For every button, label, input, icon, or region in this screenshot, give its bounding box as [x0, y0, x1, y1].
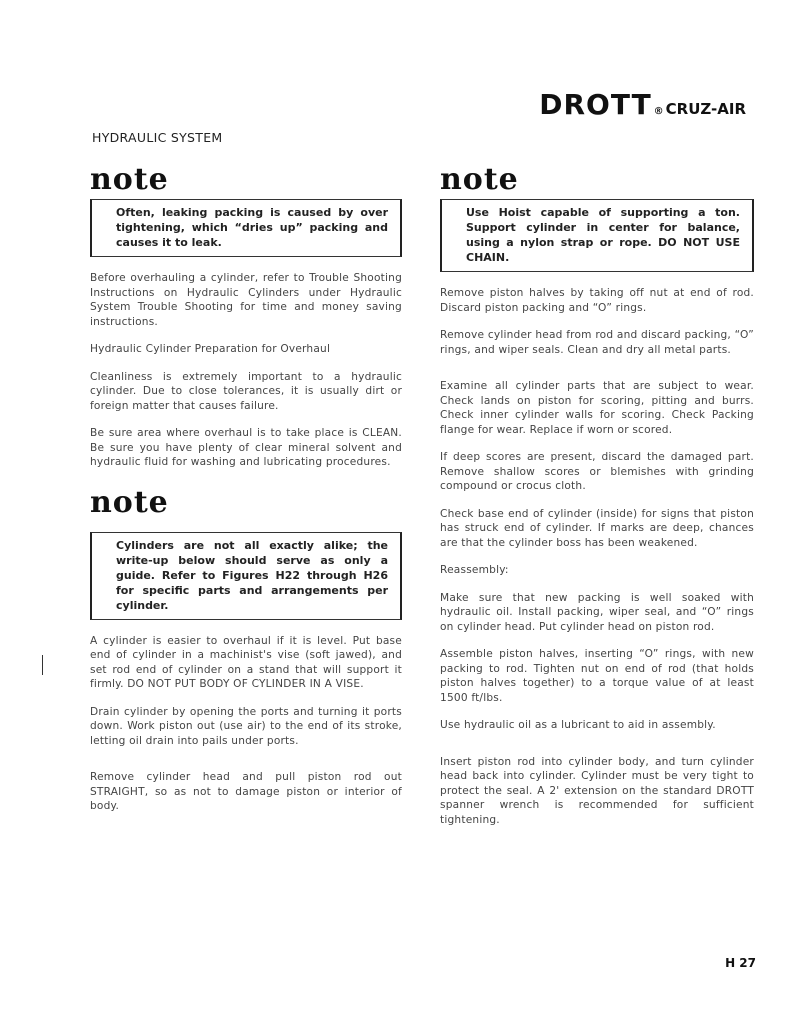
note-box: Cylinders are not all exactly alike; the write-up below should serve as only a guide. Refer to Figures H22 through H26 for specific parts and arrangements per cylinder.	[90, 532, 402, 620]
section-title: HYDRAULIC SYSTEM	[92, 130, 223, 145]
note-heading: note	[90, 162, 169, 197]
paragraph: Remove cylinder head from rod and discard packing, “O” rings, and wiper seals. Clean and dry all metal parts.	[440, 329, 754, 356]
paragraph: Reassembly:	[440, 564, 509, 576]
paragraph: A cylinder is easier to overhaul if it is level. Put base end of cylinder in a machinist's vise (soft jawed), and set rod end of cylinder on a stand that will support it firmly. DO NOT PUT BODY OF CYLINDER IN A VISE.	[90, 634, 402, 690]
brand-registered-mark: ®	[653, 106, 664, 117]
paragraph: Remove cylinder head and pull piston rod out STRAIGHT, so as not to damage piston or interior of body.	[90, 771, 402, 812]
paragraph: Hydraulic Cylinder Preparation for Overhaul	[90, 343, 331, 355]
brand-name: DROTT	[539, 88, 652, 121]
brand-logo	[539, 88, 746, 121]
paragraph: Remove piston halves by taking off nut at end of rod. Discard piston packing and “O” rings.	[440, 287, 754, 314]
paragraph: Examine all cylinder parts that are subject to wear. Check lands on piston for scoring, pitting and burrs. Check inner cylinder walls for scoring. Check Packing flange for wear. Replace if worn or scored.	[440, 380, 754, 436]
page-number: H 27	[725, 956, 756, 970]
right-column	[440, 162, 754, 840]
paragraph: Assemble piston halves, inserting “O” rings, with new packing to rod. Tighten nut on end of rod (that holds piston halves together) to a torque value of at least 1500 ft/lbs.	[440, 648, 754, 704]
paragraph: Make sure that new packing is well soaked with hydraulic oil. Install packing, wiper seal, and “O” rings on cylinder head. Put cylinder head on piston rod.	[440, 591, 754, 633]
paragraph: Be sure area where overhaul is to take place is CLEAN. Be sure you have plenty of clear mineral solvent and hydraulic fluid for washing and lubricating procedures.	[90, 427, 402, 468]
paragraph: Check base end of cylinder (inside) for signs that piston has struck end of cylinder. If marks are deep, chances are that the cylinder boss has been weakened.	[440, 507, 754, 549]
paragraph: If deep scores are present, discard the damaged part. Remove shallow scores or blemishes with grinding compound or crocus cloth.	[440, 451, 754, 492]
paragraph: Use hydraulic oil as a lubricant to aid in assembly.	[440, 719, 716, 731]
paragraph: Cleanliness is extremely important to a hydraulic cylinder. Due to close tolerances, it is usually dirt or foreign matter that causes failure.	[90, 370, 402, 412]
note-heading: note	[90, 484, 169, 520]
left-column	[90, 162, 402, 827]
note-box: Use Hoist capable of supporting a ton. Support cylinder in center for balance, using a nylon strap or rope. DO NOT USE CHAIN.	[440, 199, 754, 272]
paragraph: Drain cylinder by opening the ports and turning it ports down. Work piston out (use air) to the end of its stroke, letting oil drain into pails under ports.	[90, 705, 402, 747]
brand-model: CRUZ-AIR	[665, 100, 746, 118]
note-heading: note	[440, 162, 519, 197]
paragraph: Before overhauling a cylinder, refer to Trouble Shooting Instructions on Hydraulic Cylinders under Hydraulic System Trouble Shooting for time and money saving instructions.	[90, 272, 402, 328]
note-box: Often, leaking packing is caused by over tightening, which “dries up” packing and causes it to leak.	[90, 199, 402, 257]
margin-mark	[42, 655, 43, 675]
paragraph: Insert piston rod into cylinder body, and turn cylinder head back into cylinder. Cylinder must be very tight to protect the seal. A 2' extension on the standard DROTT spanner wrench is recommended for sufficient tightening.	[440, 755, 754, 826]
